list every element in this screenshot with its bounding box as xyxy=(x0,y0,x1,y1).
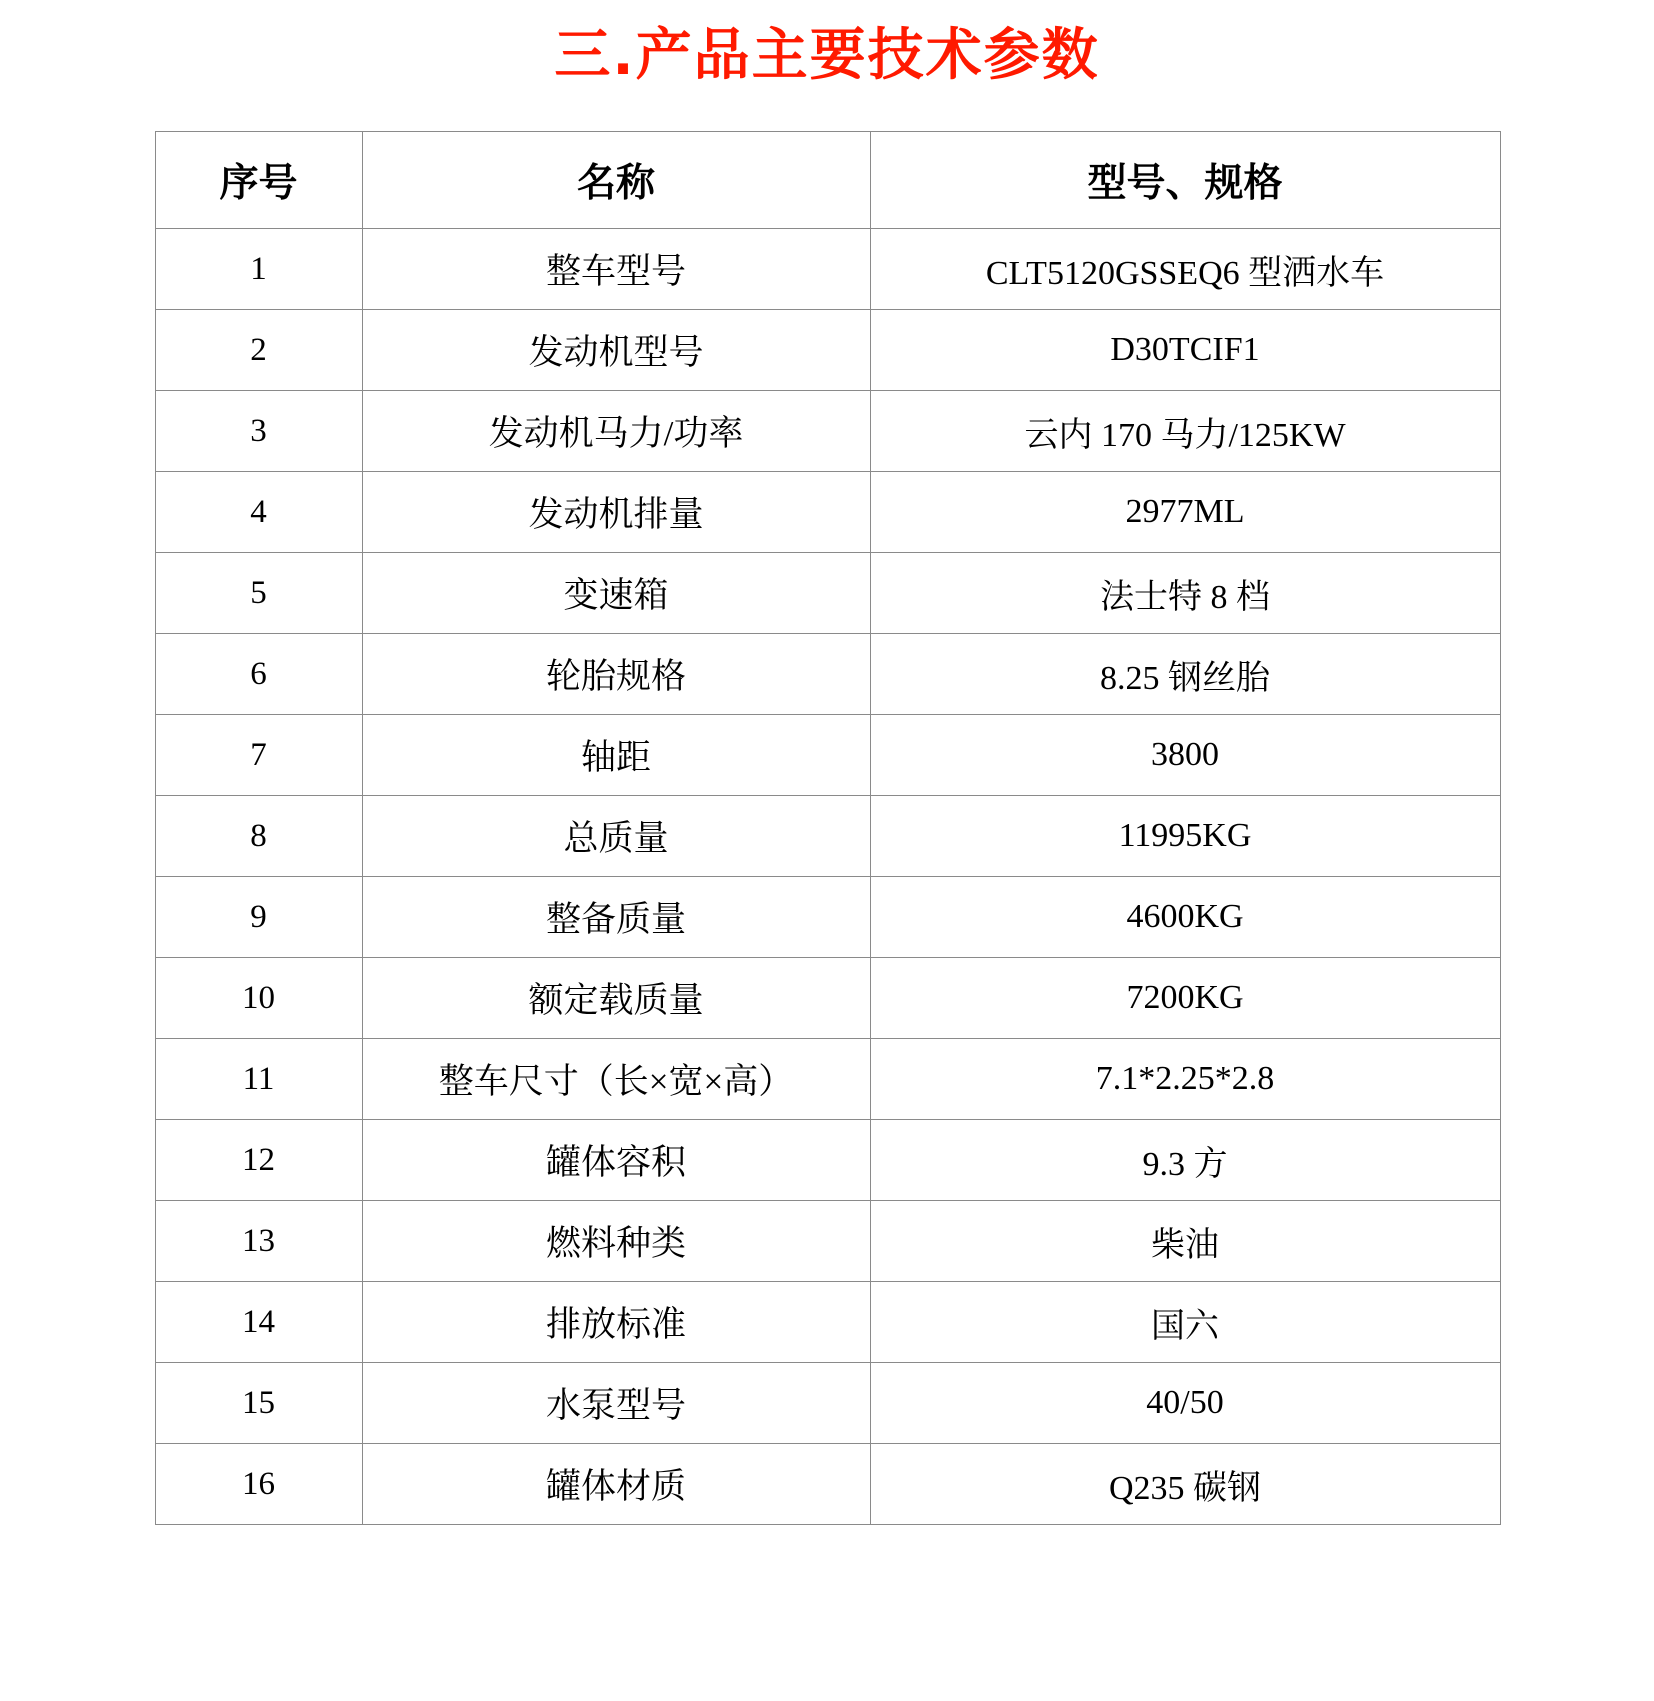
table-row xyxy=(155,1120,1500,1201)
spec-table-container xyxy=(155,131,1500,1525)
row-index-cell: 9 xyxy=(155,877,362,958)
parameter-name-cell: 发动机马力/功率 xyxy=(362,391,870,472)
row-index-cell: 11 xyxy=(155,1039,362,1120)
row-index-cell: 12 xyxy=(155,1120,362,1201)
parameter-value-cell: 2977ML xyxy=(870,472,1500,553)
row-index-cell: 16 xyxy=(155,1444,362,1525)
table-row xyxy=(155,634,1500,715)
row-index-cell: 8 xyxy=(155,796,362,877)
parameter-value-cell: 40/50 xyxy=(870,1363,1500,1444)
row-index-cell: 4 xyxy=(155,472,362,553)
row-index-cell: 2 xyxy=(155,310,362,391)
table-row xyxy=(155,229,1500,310)
parameter-value-cell: 8.25 钢丝胎 xyxy=(870,634,1500,715)
parameter-value-cell: 4600KG xyxy=(870,877,1500,958)
table-row xyxy=(155,472,1500,553)
parameter-name-cell: 变速箱 xyxy=(362,553,870,634)
row-index-cell: 15 xyxy=(155,1363,362,1444)
table-header-row xyxy=(155,132,1500,229)
table-body xyxy=(155,229,1500,1525)
table-row xyxy=(155,1282,1500,1363)
document-page xyxy=(0,22,1654,1701)
parameter-value-cell: 法士特 8 档 xyxy=(870,553,1500,634)
row-index-cell: 7 xyxy=(155,715,362,796)
technical-parameters-table xyxy=(155,131,1501,1525)
parameter-name-cell: 额定载质量 xyxy=(362,958,870,1039)
parameter-value-cell: 7.1*2.25*2.8 xyxy=(870,1039,1500,1120)
parameter-value-cell: 云内 170 马力/125KW xyxy=(870,391,1500,472)
table-row xyxy=(155,1444,1500,1525)
parameter-name-cell: 发动机排量 xyxy=(362,472,870,553)
row-index-cell: 14 xyxy=(155,1282,362,1363)
parameter-value-cell: 11995KG xyxy=(870,796,1500,877)
row-index-cell: 6 xyxy=(155,634,362,715)
parameter-name-cell: 整车尺寸（长×宽×高） xyxy=(362,1039,870,1120)
parameter-value-cell: 9.3 方 xyxy=(870,1120,1500,1201)
row-index-cell: 13 xyxy=(155,1201,362,1282)
table-row xyxy=(155,1363,1500,1444)
parameter-name-cell: 罐体容积 xyxy=(362,1120,870,1201)
table-row xyxy=(155,553,1500,634)
table-row xyxy=(155,796,1500,877)
parameter-name-cell: 整备质量 xyxy=(362,877,870,958)
parameter-value-cell: 3800 xyxy=(870,715,1500,796)
row-index-cell: 3 xyxy=(155,391,362,472)
table-header xyxy=(155,132,1500,229)
table-row xyxy=(155,310,1500,391)
parameter-name-cell: 总质量 xyxy=(362,796,870,877)
row-index-cell: 10 xyxy=(155,958,362,1039)
column-header-no: 序号 xyxy=(155,132,362,229)
parameter-value-cell: D30TCIF1 xyxy=(870,310,1500,391)
table-row xyxy=(155,958,1500,1039)
parameter-name-cell: 水泵型号 xyxy=(362,1363,870,1444)
parameter-value-cell: 国六 xyxy=(870,1282,1500,1363)
table-row xyxy=(155,391,1500,472)
parameter-name-cell: 排放标准 xyxy=(362,1282,870,1363)
column-header-spec: 型号、规格 xyxy=(870,132,1500,229)
column-header-name: 名称 xyxy=(362,132,870,229)
table-row xyxy=(155,715,1500,796)
parameter-name-cell: 罐体材质 xyxy=(362,1444,870,1525)
parameter-value-cell: CLT5120GSSEQ6 型洒水车 xyxy=(870,229,1500,310)
table-row xyxy=(155,877,1500,958)
parameter-name-cell: 轮胎规格 xyxy=(362,634,870,715)
table-row xyxy=(155,1201,1500,1282)
table-row xyxy=(155,1039,1500,1120)
parameter-name-cell: 整车型号 xyxy=(362,229,870,310)
parameter-name-cell: 发动机型号 xyxy=(362,310,870,391)
parameter-value-cell: 柴油 xyxy=(870,1201,1500,1282)
row-index-cell: 1 xyxy=(155,229,362,310)
row-index-cell: 5 xyxy=(155,553,362,634)
parameter-name-cell: 燃料种类 xyxy=(362,1201,870,1282)
page-title: 三.产品主要技术参数 xyxy=(554,23,1100,88)
parameter-value-cell: 7200KG xyxy=(870,958,1500,1039)
parameter-value-cell: Q235 碳钢 xyxy=(870,1444,1500,1525)
parameter-name-cell: 轴距 xyxy=(362,715,870,796)
